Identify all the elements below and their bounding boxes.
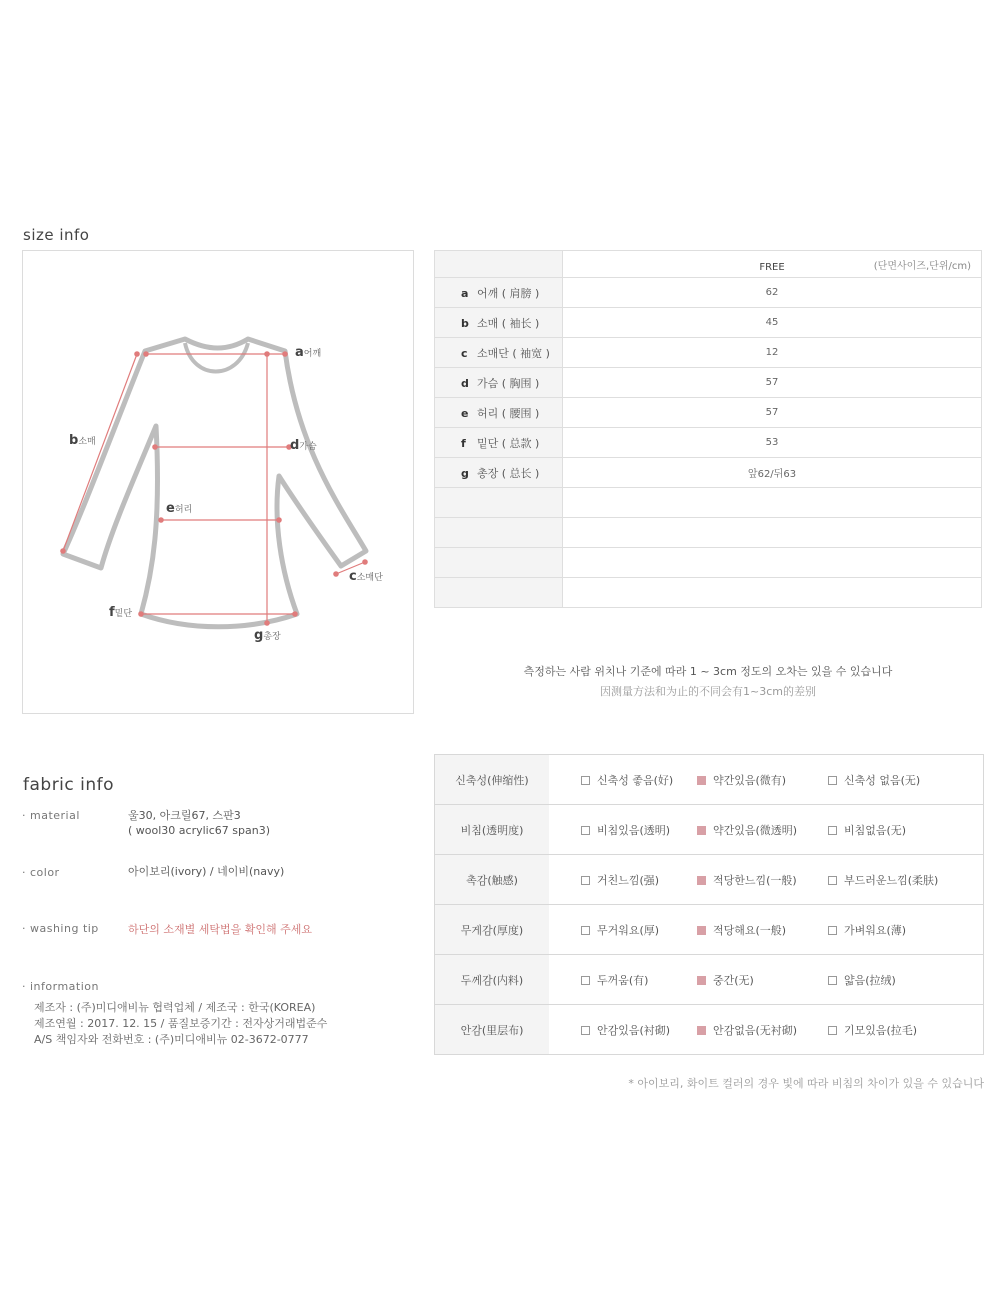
information-key: · information xyxy=(22,980,99,993)
table-row-empty xyxy=(435,518,982,548)
fabric-row xyxy=(435,905,984,955)
material-value xyxy=(128,808,270,838)
row-label: 허리 ( 腰围 ) xyxy=(477,406,540,420)
measure-note-ko: 측정하는 사람 위치나 기준에 따라 1 ~ 3cm 정도의 오차는 있을 수 있습니다 xyxy=(523,665,893,678)
fabric-option: 기모있음(拉毛) xyxy=(828,1022,917,1038)
measure-note-zh: 因测量方法和为止的不同会有1~3cm的差别 xyxy=(600,685,816,698)
fabric-category: 두께감(内料) xyxy=(435,955,550,1005)
fabric-category: 신축성(伸缩性) xyxy=(435,755,550,805)
label-d: d가슴 xyxy=(290,438,317,453)
washing-key: · washing tip xyxy=(22,922,99,935)
size-table-corner xyxy=(435,251,563,278)
fabric-option: 무거워요(厚) xyxy=(581,922,659,938)
garment-diagram xyxy=(22,250,414,714)
checkbox-icon xyxy=(581,776,590,785)
size-table-header xyxy=(435,251,982,278)
fabric-category: 비침(透明度) xyxy=(435,805,550,855)
row-value: 62 xyxy=(563,278,982,308)
table-row xyxy=(435,278,982,308)
washing-value: 하단의 소재별 세탁법을 확인해 주세요 xyxy=(128,923,313,936)
checkbox-icon xyxy=(581,926,590,935)
fabric-option: 신축성 좋음(好) xyxy=(581,772,673,788)
table-row-empty xyxy=(435,488,982,518)
row-value: 앞62/뒤63 xyxy=(563,458,982,488)
checkbox-icon xyxy=(581,1026,590,1035)
row-letter: d xyxy=(461,376,469,390)
label-e: e허리 xyxy=(166,501,193,516)
table-row-empty xyxy=(435,548,982,578)
table-row-empty xyxy=(435,578,982,608)
fabric-category: 안감(里层布) xyxy=(435,1005,550,1055)
row-letter: e xyxy=(461,406,469,420)
size-table xyxy=(434,250,982,608)
fabric-option: 적당한느낌(一般) xyxy=(697,872,797,888)
checkbox-icon xyxy=(828,876,837,885)
checkbox-icon xyxy=(581,826,590,835)
label-c: c소매단 xyxy=(349,569,383,584)
table-row xyxy=(435,458,982,488)
fabric-row xyxy=(435,1005,984,1055)
fabric-info-title: fabric info xyxy=(23,775,115,795)
fabric-option: 비침없음(无) xyxy=(828,822,906,838)
checkbox-icon xyxy=(581,976,590,985)
fabric-option: 가벼워요(薄) xyxy=(828,922,906,938)
size-header-cell xyxy=(563,251,982,278)
row-value: 45 xyxy=(563,308,982,338)
fabric-row xyxy=(435,855,984,905)
fabric-option: 적당해요(一般) xyxy=(697,922,786,938)
label-g: g총장 xyxy=(254,628,281,643)
checkbox-checked-icon xyxy=(697,976,706,985)
row-value: 53 xyxy=(563,428,982,458)
checkbox-checked-icon xyxy=(697,876,706,885)
fabric-option: 중간(无) xyxy=(697,972,754,988)
checkbox-checked-icon xyxy=(697,776,706,785)
checkbox-icon xyxy=(581,876,590,885)
size-free-label: FREE xyxy=(759,261,785,273)
fabric-option: 신축성 없음(无) xyxy=(828,772,920,788)
table-row xyxy=(435,398,982,428)
info-line: A/S 책임자와 전화번호 : (주)미디애비뉴 02-3672-0777 xyxy=(34,1033,309,1046)
fabric-option: 약간있음(微透明) xyxy=(697,822,797,838)
fabric-option: 안감있음(衬砌) xyxy=(581,1022,670,1038)
fabric-option: 거친느낌(强) xyxy=(581,872,659,888)
fabric-table xyxy=(434,754,984,1055)
row-label: 소매 ( 袖长 ) xyxy=(477,316,540,330)
label-b: b소매 xyxy=(69,433,96,448)
color-key: · color xyxy=(22,866,60,879)
fabric-option: 비침있음(透明) xyxy=(581,822,670,838)
fabric-row xyxy=(435,805,984,855)
row-value: 12 xyxy=(563,338,982,368)
row-label: 총장 ( 总长 ) xyxy=(477,466,540,480)
row-letter: c xyxy=(461,346,468,360)
size-info-title: size info xyxy=(23,226,90,244)
label-a: a어깨 xyxy=(295,345,322,360)
fabric-option: 부드러운느낌(柔肤) xyxy=(828,872,938,888)
table-row xyxy=(435,308,982,338)
fabric-option: 두꺼움(有) xyxy=(581,972,648,988)
checkbox-checked-icon xyxy=(697,826,706,835)
fabric-option: 얇음(拉绒) xyxy=(828,972,896,988)
unit-note: (단면사이즈,단위/cm) xyxy=(873,261,971,272)
checkbox-icon xyxy=(828,926,837,935)
checkbox-icon xyxy=(828,976,837,985)
info-line: 제조자 : (주)미디애비뉴 협력업체 / 제조국 : 한국(KOREA) xyxy=(34,1001,316,1014)
row-letter: g xyxy=(461,466,469,480)
checkbox-checked-icon xyxy=(697,1026,706,1035)
row-value: 57 xyxy=(563,398,982,428)
row-label: 가슴 ( 胸围 ) xyxy=(477,376,540,390)
row-label: 어깨 ( 肩膀 ) xyxy=(477,286,540,300)
bottom-note: * 아이보리, 화이트 컬러의 경우 빛에 따라 비침의 차이가 있을 수 있습니다 xyxy=(628,1077,984,1090)
fabric-option: 안감없음(无衬砌) xyxy=(697,1022,797,1038)
row-letter: a xyxy=(461,286,469,300)
checkbox-icon xyxy=(828,776,837,785)
label-f: f밑단 xyxy=(109,605,133,620)
fabric-category: 무게감(厚度) xyxy=(435,905,550,955)
fabric-row xyxy=(435,755,984,805)
row-letter: b xyxy=(461,316,469,330)
table-row xyxy=(435,368,982,398)
material-line: 울30, 아크릴67, 스판3 xyxy=(128,809,241,822)
table-row xyxy=(435,338,982,368)
row-label: 밑단 ( 总款 ) xyxy=(477,436,540,450)
row-letter: f xyxy=(461,436,466,450)
checkbox-checked-icon xyxy=(697,926,706,935)
garment-illustration xyxy=(23,251,415,715)
color-value: 아이보리(ivory) / 네이비(navy) xyxy=(128,865,285,878)
row-label: 소매단 ( 袖宽 ) xyxy=(477,346,550,360)
checkbox-icon xyxy=(828,826,837,835)
fabric-row xyxy=(435,955,984,1005)
fabric-option: 약간있음(微有) xyxy=(697,772,786,788)
checkbox-icon xyxy=(828,1026,837,1035)
material-key: · material xyxy=(22,809,80,822)
table-row xyxy=(435,428,982,458)
material-line: ( wool30 acrylic67 span3) xyxy=(128,824,270,837)
row-value: 57 xyxy=(563,368,982,398)
info-line: 제조연월 : 2017. 12. 15 / 품질보증기간 : 전자상거래법준수 xyxy=(34,1017,328,1030)
fabric-category: 촉감(触感) xyxy=(435,855,550,905)
